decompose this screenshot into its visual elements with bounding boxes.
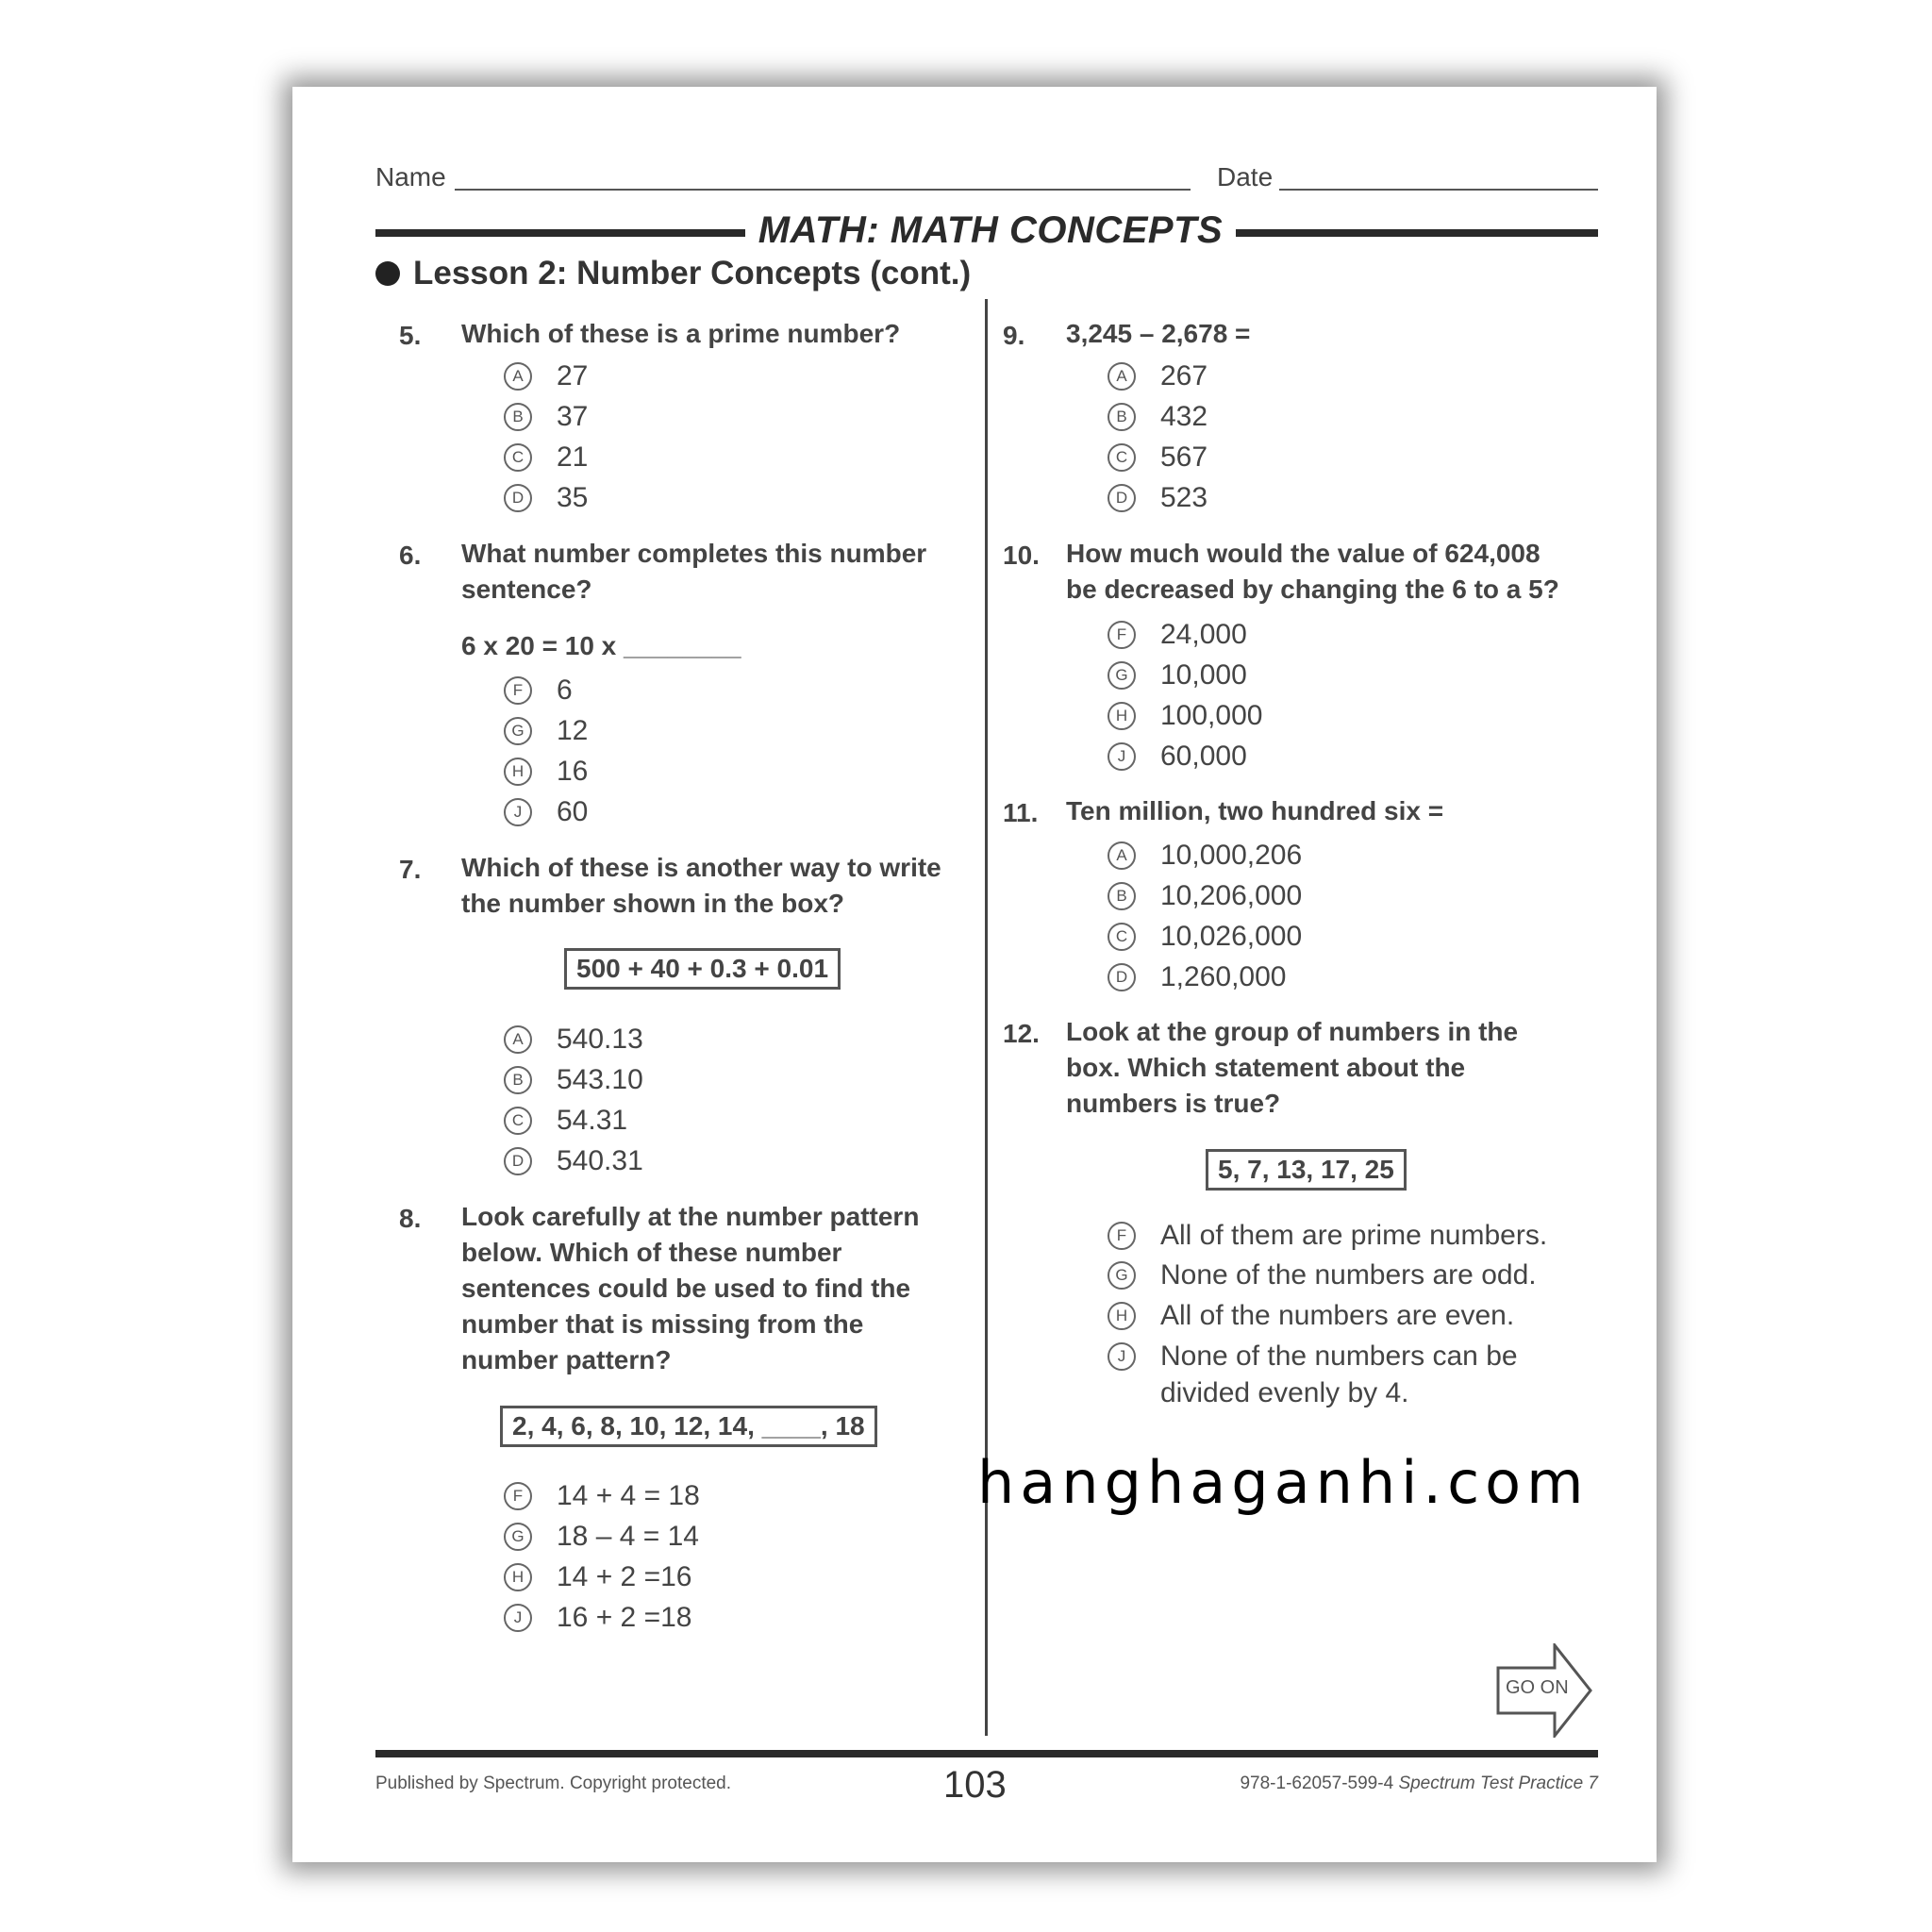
answer-bubble[interactable]: F — [1108, 1222, 1136, 1250]
column-divider — [985, 299, 988, 1736]
answer-option[interactable]: C 21 — [504, 441, 588, 474]
date-line — [1279, 189, 1598, 191]
answer-bubble[interactable]: F — [504, 676, 532, 705]
answer-bubble[interactable]: C — [1108, 443, 1136, 472]
date-label: Date — [1217, 162, 1274, 192]
answer-bubble[interactable]: H — [504, 1563, 532, 1591]
number-group-box: 5, 7, 13, 17, 25 — [1206, 1149, 1407, 1191]
answer-bubble[interactable]: B — [1108, 403, 1136, 431]
answer-option[interactable]: J 16 + 2 =18 — [504, 1602, 691, 1634]
section-title: MATH: MATH CONCEPTS — [758, 209, 1224, 251]
go-on-label: GO ON — [1506, 1677, 1569, 1698]
lesson-title-text: Lesson 2: Number Concepts (cont.) — [413, 255, 972, 291]
question-number: 9. — [1003, 321, 1025, 350]
answer-bubble[interactable]: J — [1108, 742, 1136, 771]
answer-option[interactable]: G 18 – 4 = 14 — [504, 1521, 699, 1553]
answer-option[interactable]: D 35 — [504, 482, 588, 514]
answer-option[interactable]: G 10,000 — [1108, 659, 1247, 691]
answer-option[interactable]: G None of the numbers are odd. — [1108, 1259, 1537, 1291]
answer-option[interactable]: D 540.31 — [504, 1145, 643, 1177]
answer-bubble[interactable]: C — [504, 1107, 532, 1135]
answer-option[interactable]: B 37 — [504, 401, 588, 433]
question-number: 8. — [399, 1204, 422, 1233]
answer-bubble[interactable]: G — [1108, 1261, 1136, 1290]
question-text: box. Which statement about the — [1066, 1053, 1466, 1082]
answer-bubble[interactable]: J — [1108, 1342, 1136, 1371]
question-text: number pattern? — [461, 1345, 672, 1374]
answer-bubble[interactable]: F — [1108, 621, 1136, 649]
answer-bubble[interactable]: D — [1108, 963, 1136, 991]
equation: 6 x 20 = 10 x ________ — [461, 631, 741, 660]
question-number: 12. — [1003, 1019, 1040, 1048]
question-number: 11. — [1003, 798, 1039, 827]
answer-bubble[interactable]: C — [1108, 923, 1136, 951]
answer-bubble[interactable]: C — [504, 443, 532, 472]
question-number: 10. — [1003, 541, 1040, 570]
answer-bubble[interactable]: B — [504, 1066, 532, 1094]
answer-bubble[interactable]: D — [504, 484, 532, 512]
answer-bubble[interactable]: B — [1108, 882, 1136, 910]
question-text: Look at the group of numbers in the — [1066, 1017, 1519, 1046]
answer-bubble[interactable]: A — [504, 362, 532, 391]
question-text: the number shown in the box? — [461, 889, 844, 918]
answer-option[interactable]: A 267 — [1108, 360, 1208, 392]
question-text: numbers is true? — [1066, 1089, 1281, 1118]
answer-option[interactable]: C 567 — [1108, 441, 1208, 474]
answer-option[interactable]: H 14 + 2 =16 — [504, 1561, 691, 1593]
bullet-icon — [375, 261, 400, 286]
answer-option[interactable]: F All of them are prime numbers. — [1108, 1220, 1547, 1252]
answer-bubble[interactable]: G — [1108, 661, 1136, 690]
answer-option[interactable]: B 543.10 — [504, 1064, 643, 1096]
question-text: Look carefully at the number pattern — [461, 1202, 920, 1231]
watermark-text: hanghaganhi.com — [977, 1448, 1590, 1517]
question-text: What number completes this number — [461, 539, 927, 568]
answer-option-continued: divided evenly by 4. — [1160, 1377, 1409, 1408]
question-number: 6. — [399, 541, 422, 570]
answer-bubble[interactable]: A — [504, 1025, 532, 1054]
answer-bubble[interactable]: B — [504, 403, 532, 431]
question-number: 5. — [399, 321, 422, 350]
question-text: number that is missing from the — [461, 1309, 864, 1339]
publisher-text: Published by Spectrum. Copyright protected. — [375, 1774, 732, 1793]
question-text: How much would the value of 624,008 — [1066, 539, 1541, 568]
number-box: 500 + 40 + 0.3 + 0.01 — [564, 948, 841, 990]
answer-option[interactable]: H 16 — [504, 756, 588, 788]
question-text: Ten million, two hundred six = — [1066, 796, 1444, 825]
answer-bubble[interactable]: D — [504, 1147, 532, 1175]
answer-option[interactable]: C 10,026,000 — [1108, 921, 1302, 953]
answer-bubble[interactable]: G — [504, 717, 532, 745]
name-label: Name — [375, 162, 446, 192]
question-text: below. Which of these number — [461, 1238, 842, 1267]
lesson-title — [375, 255, 971, 292]
answer-bubble[interactable]: A — [1108, 841, 1136, 870]
answer-bubble[interactable]: J — [504, 1604, 532, 1632]
answer-bubble[interactable]: A — [1108, 362, 1136, 391]
go-on-arrow[interactable] — [1496, 1643, 1594, 1738]
answer-option[interactable]: G 12 — [504, 715, 588, 747]
title-rule-right — [1236, 229, 1598, 237]
answer-bubble[interactable]: H — [1108, 702, 1136, 730]
question-text: be decreased by changing the 6 to a 5? — [1066, 575, 1559, 604]
answer-option[interactable]: A 540.13 — [504, 1024, 643, 1056]
answer-bubble[interactable]: F — [504, 1482, 532, 1510]
answer-option[interactable]: J None of the numbers can be — [1108, 1341, 1518, 1373]
question-text: sentences could be used to find the — [461, 1274, 911, 1303]
answer-bubble[interactable]: H — [504, 758, 532, 786]
answer-option[interactable]: B 432 — [1108, 401, 1208, 433]
question-text: Which of these is another way to write — [461, 853, 941, 882]
answer-option[interactable]: A 27 — [504, 360, 588, 392]
answer-option[interactable]: H All of the numbers are even. — [1108, 1300, 1514, 1332]
title-rule-left — [375, 229, 745, 237]
answer-option[interactable]: F 6 — [504, 675, 573, 707]
question-text: sentence? — [461, 575, 592, 604]
answer-option[interactable]: D 1,260,000 — [1108, 961, 1286, 993]
book-info — [1240, 1774, 1598, 1794]
question-text: Which of these is a prime number? — [461, 319, 901, 348]
answer-option[interactable]: J 60 — [504, 796, 588, 828]
answer-option[interactable]: D 523 — [1108, 482, 1208, 514]
answer-bubble[interactable]: J — [504, 798, 532, 826]
isbn: 978-1-62057-599-4 — [1240, 1774, 1394, 1793]
worksheet-page — [292, 87, 1657, 1862]
name-line — [455, 189, 1191, 191]
answer-option[interactable]: A 10,000,206 — [1108, 840, 1302, 872]
answer-bubble[interactable]: H — [1108, 1302, 1136, 1330]
answer-bubble[interactable]: G — [504, 1523, 532, 1551]
footer-rule — [375, 1750, 1598, 1757]
answer-bubble[interactable]: D — [1108, 484, 1136, 512]
answer-option[interactable]: F 14 + 4 = 18 — [504, 1480, 700, 1512]
answer-option[interactable]: H 100,000 — [1108, 700, 1262, 732]
question-text: 3,245 – 2,678 = — [1066, 319, 1251, 348]
answer-option[interactable]: J 60,000 — [1108, 741, 1247, 773]
answer-option[interactable]: B 10,206,000 — [1108, 880, 1302, 912]
book-title: Spectrum Test Practice 7 — [1398, 1774, 1598, 1793]
question-number: 7. — [399, 855, 422, 884]
page-number: 103 — [943, 1764, 1007, 1806]
answer-option[interactable]: C 54.31 — [504, 1105, 627, 1137]
number-pattern-box: 2, 4, 6, 8, 10, 12, 14, ____, 18 — [500, 1406, 877, 1447]
answer-option[interactable]: F 24,000 — [1108, 619, 1247, 651]
